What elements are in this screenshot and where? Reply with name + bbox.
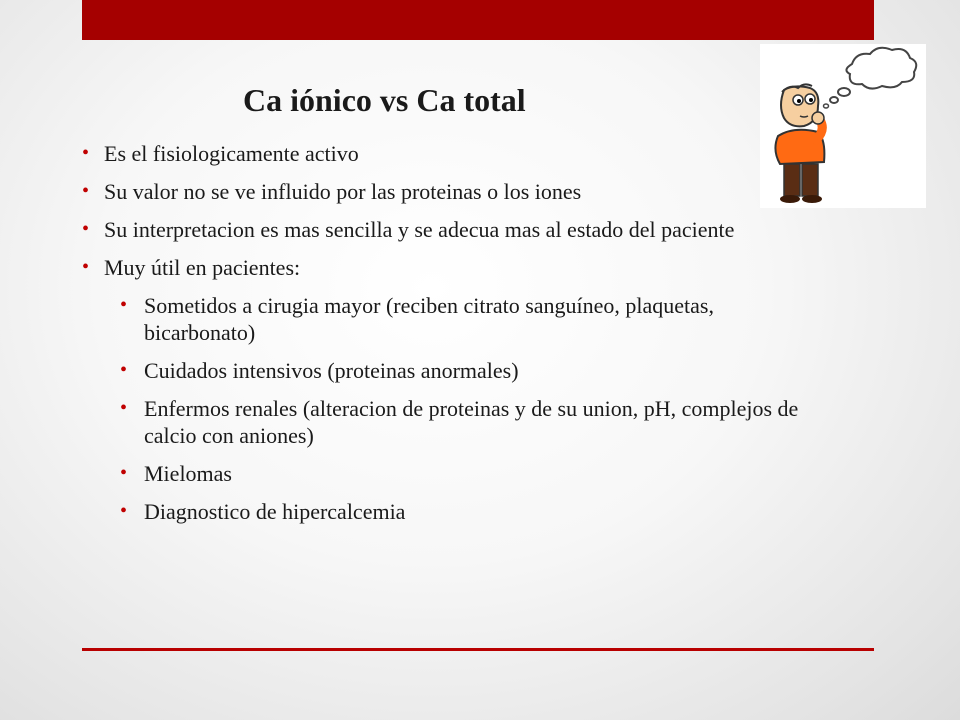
bullet-text: Es el fisiologicamente activo (104, 141, 359, 166)
bullet-marker: • (120, 462, 128, 484)
sub-bullet-text: Enfermos renales (alteracion de proteinas y de su union, pH, complejos de calcio con aniones) (144, 396, 799, 448)
bullet-item (80, 254, 860, 281)
sub-bullet-item (80, 498, 820, 525)
bullet-item (80, 216, 860, 243)
bullet-marker: • (82, 180, 90, 202)
bullet-marker: • (82, 142, 90, 164)
top-accent-bar (82, 0, 874, 40)
thought-bubble-icon (824, 48, 917, 108)
sub-bullet-text: Mielomas (144, 461, 232, 486)
sub-bullet-text: Sometidos a cirugia mayor (reciben citrato sanguíneo, plaquetas, bicarbonato) (144, 293, 714, 345)
thinking-person-icon (760, 44, 926, 208)
bullet-list (80, 140, 860, 536)
bullet-text: Muy útil en pacientes: (104, 255, 301, 280)
bullet-marker: • (82, 218, 90, 240)
bullet-text: Su interpretacion es mas sencilla y se adecua mas al estado del paciente (104, 217, 735, 242)
sub-bullet-text: Cuidados intensivos (proteinas anormales) (144, 358, 519, 383)
bullet-marker: • (120, 294, 128, 316)
bullet-text: Su valor no se ve influido por las proteinas o los iones (104, 179, 582, 204)
bullet-item (80, 178, 860, 205)
bullet-item (80, 140, 860, 167)
sub-bullet-item (80, 357, 820, 384)
sub-bullet-item (80, 292, 820, 346)
bullet-marker: • (120, 359, 128, 381)
person-figure (775, 84, 824, 203)
bullet-marker: • (120, 397, 128, 419)
bottom-accent-line (82, 648, 874, 651)
sub-bullet-text: Diagnostico de hipercalcemia (144, 499, 406, 524)
sub-bullet-item (80, 395, 820, 449)
bullet-marker: • (120, 500, 128, 522)
bullet-marker: • (82, 256, 90, 278)
slide-title: Ca iónico vs Ca total (243, 82, 526, 118)
sub-bullet-item (80, 460, 820, 487)
